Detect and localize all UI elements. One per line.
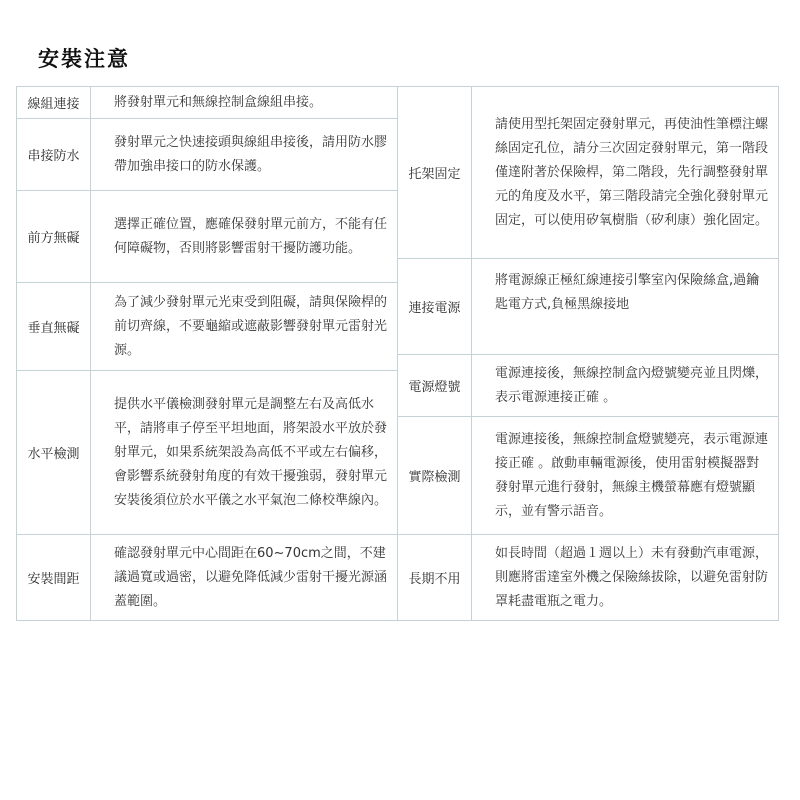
- table-row: [17, 87, 398, 119]
- row-text: 確認發射單元中心間距在60~70cm之間，不建議過寬或過密，以避免降低減少雷射干擾光源涵蓋範圍。: [114, 545, 388, 609]
- row-text: 選擇正確位置，應確保發射單元前方，不能有任何障礙物，否則將影響雷射干擾防護功能。: [114, 216, 388, 256]
- row-content: [472, 87, 779, 258]
- row-label: 線組連接: [17, 87, 91, 118]
- row-label: 長期不用: [398, 535, 472, 620]
- table-row: [398, 535, 779, 621]
- row-label: 垂直無礙: [17, 283, 91, 370]
- table-row: [398, 87, 779, 259]
- row-content: [91, 371, 398, 534]
- table-row: [17, 535, 398, 621]
- table-row: [398, 259, 779, 355]
- row-content: [91, 283, 398, 370]
- table-row: [17, 191, 398, 283]
- table-row: [398, 355, 779, 417]
- table-row: [17, 371, 398, 535]
- row-content: [472, 259, 779, 354]
- row-label: 電源燈號: [398, 355, 472, 416]
- row-content: [91, 535, 398, 620]
- row-label: 水平檢測: [17, 371, 91, 534]
- row-text: 發射單元之快速接頭與線組串接後，請用防水膠帶加強串接口的防水保護。: [114, 134, 388, 174]
- table-row: [17, 119, 398, 191]
- row-label: 前方無礙: [17, 191, 91, 282]
- left-table: [16, 86, 398, 621]
- row-label: 連接電源: [398, 259, 472, 354]
- row-content: [91, 191, 398, 282]
- row-text: 電源連接後，無線控制盒燈號變亮，表示電源連接正確 。啟動車輛電源後，使用雷射模擬器對發射單元進行發射，無線主機螢幕應有燈號顯示，並有警示語音。: [495, 431, 769, 519]
- row-text: 請使用型托架固定發射單元，再使油性筆標注螺絲固定孔位，請分三次固定發射單元，第一階段僅達附著於保險桿，第二階段，先行調整發射單元的角度及水平，第三階段請完全強化發射單元固定，可以使用矽氧樹脂（矽利康）強化固定。: [495, 116, 769, 228]
- row-content: [472, 355, 779, 416]
- row-content: [91, 87, 398, 118]
- row-text: 電源連接後，無線控制盒內燈號變亮並且閃爍，表示電源連接正確 。: [495, 365, 769, 405]
- row-text: 將電源線正極紅線連接引擎室內保險絲盒,過鑰匙電方式,負極黑線接地: [495, 273, 760, 312]
- row-content: [472, 417, 779, 534]
- right-table: [397, 86, 779, 621]
- row-label: 實際檢測: [398, 417, 472, 534]
- row-label: 托架固定: [398, 87, 472, 258]
- row-content: [472, 535, 779, 620]
- table-row: [17, 283, 398, 371]
- table-row: [398, 417, 779, 535]
- row-text: 提供水平儀檢測發射單元是調整左右及高低水平，請將車子停至平坦地面，將架設水平放於發射單元，如果系統架設為高低不平或左右偏移，會影響系統發射角度的有效干擾強弱，發射單元安裝後須位於水平儀之水平氣泡二條校準線內。: [114, 396, 388, 508]
- row-text: 將發射單元和無線控制盒線組串接。: [114, 94, 323, 110]
- row-content: [91, 119, 398, 190]
- page-title: 安裝注意: [38, 47, 130, 71]
- row-label: 安裝間距: [17, 535, 91, 620]
- row-text: 為了減少發射單元光束受到阻礙，請與保險桿的前切齊線，不要龜縮或遮蔽影響發射單元雷射光源。: [114, 294, 388, 358]
- row-text: 如長時間（超過１週以上）未有發動汽車電源，則應將雷達室外機之保險絲拔除，以避免雷射防罩耗盡電瓶之電力。: [495, 545, 769, 609]
- row-label: 串接防水: [17, 119, 91, 190]
